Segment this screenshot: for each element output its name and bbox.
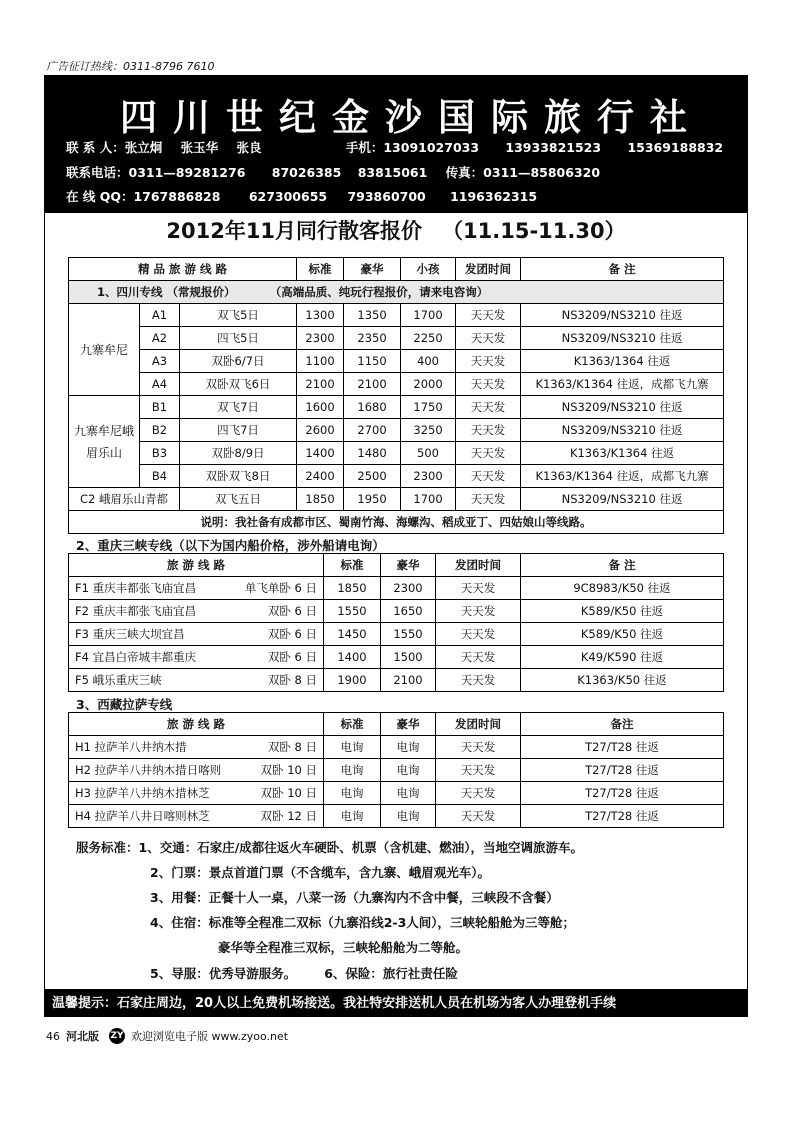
sichuan-price-table bbox=[68, 257, 724, 534]
table-row: H4 拉萨羊八井日喀则林芝 双卧 12 日 电询 电询 天天发 T27/T28 往返 bbox=[69, 805, 724, 828]
section-chongqing-title: 2、重庆三峡专线（以下为国内船价格，涉外船请电询） bbox=[76, 538, 385, 553]
table-row: B2 四飞7日 2600 2700 3250 天天发 NS3209/NS3210 往返 bbox=[69, 419, 724, 442]
company-name: 四川世纪金沙国际旅行社 bbox=[120, 95, 703, 139]
table-row: A3 双卧6/7日 1100 1150 400 天天发 K1363/1364 往返 bbox=[69, 350, 724, 373]
agency-header bbox=[44, 75, 748, 213]
table-row: F3 重庆三峡大坝宜昌 双卧 6 日 1450 1550 天天发 K589/K50 往返 bbox=[69, 623, 724, 646]
sichuan-explanation: 说明：我社备有成都市区、蜀南竹海、海螺沟、稻成亚丁、四姑娘山等线路。 bbox=[69, 511, 724, 534]
table-row: F4 宜昌白帝城丰都重庆 双卧 6 日 1400 1500 天天发 K49/K590 往返 bbox=[69, 646, 724, 669]
col-header-child: 小孩 bbox=[401, 258, 456, 281]
table-row: H3 拉萨羊八井纳木措林芝 双卧 10 日 电询 电询 天天发 T27/T28 往返 bbox=[69, 782, 724, 805]
table-row: H1 拉萨羊八井纳木措 双卧 8 日 电询 电询 天天发 T27/T28 往返 bbox=[69, 736, 724, 759]
contact-qq-line: 在 线 QQ：1767886828 627300655 793860700 1196362315 bbox=[66, 189, 538, 204]
service-line-5: 豪华等全程准三双标，三峡轮船舱为二等舱。 bbox=[218, 940, 469, 955]
tibet-price-table: 旅 游 线 路 标准 豪华 发团时间 备注 H1 拉萨羊八井纳木措 双卧 8 日 电询 电询 天天发 T27/T28 往返 H2 拉萨羊八井纳木措日喀则 双卧 10 日 电询 电询 天天发 T27/T28 往返 H3 拉萨羊八井纳木措林芝 双卧 10 日 电询 电询 天天发 T27/T28 往返 H4 拉萨羊八井日喀则林芝 双卧 12 日 电询 电询 天天发 T27/T28 往返 bbox=[68, 712, 724, 828]
section-sichuan-header: 1、四川专线 （常规报价） （高端品质、纯玩行程报价，请来电咨询） bbox=[69, 281, 724, 304]
table-row: B3 双卧8/9日 1400 1480 500 天天发 K1363/K1364 往返 bbox=[69, 442, 724, 465]
service-line-3: 3、用餐：正餐十人一桌，八菜一汤（九寨沟内不含中餐，三峡段不含餐） bbox=[150, 890, 559, 905]
destination-jiuzhai: 九寨牟尼 bbox=[69, 304, 140, 396]
section-tibet-title: 3、西藏拉萨专线 bbox=[76, 697, 173, 712]
table-row: C2 峨眉乐山青都 双飞五日 1850 1950 1700 天天发 NS3209/NS3210 往返 bbox=[69, 488, 724, 511]
contact-people-line: 联 系 人：张立炯 张玉华 张良 手机：13091027033 13933821523 15369188832 bbox=[66, 140, 724, 155]
warm-tip-banner: 温馨提示：石家庄周边，20人以上免费机场接送。我社特安排送机人员在机场为客人办理登机手续 bbox=[44, 990, 748, 1017]
col-header-departure: 发团时间 bbox=[456, 258, 521, 281]
table-row: F1 重庆丰都张飞庙宜昌 单飞单卧 6 日 1850 2300 天天发 9C8983/K50 往返 bbox=[69, 577, 724, 600]
page-footer bbox=[46, 1028, 288, 1044]
table-row: F2 重庆丰都张飞庙宜昌 双卧 6 日 1550 1650 天天发 K589/K50 往返 bbox=[69, 600, 724, 623]
price-title: 2012年11月同行散客报价 （11.15-11.30） bbox=[166, 219, 626, 243]
table-row: A4 双卧双飞6日 2100 2100 2000 天天发 K1363/K1364 往返，成都飞九寨 bbox=[69, 373, 724, 396]
table-row: 九寨牟尼 A1 双飞5日 1300 1350 1700 天天发 NS3209/NS3210 往返 bbox=[69, 304, 724, 327]
service-line-4: 4、住宿：标准等全程准二双标（九寨沿线2-3人间），三峡轮船舱为三等舱； bbox=[150, 915, 576, 930]
col-header-standard: 标准 bbox=[297, 258, 344, 281]
service-line-1: 服务标准：1、交通：石家庄/成都往返火车硬卧、机票（含机建、燃油），当地空调旅游车。 bbox=[76, 840, 584, 855]
table-row: F5 峨乐重庆三峡 双卧 8 日 1900 2100 天天发 K1363/K50 往返 bbox=[69, 669, 724, 692]
edition-label: 河北版 bbox=[66, 1030, 99, 1043]
service-line-2: 2、门票：景点首道门票（不含缆车，含九寨、峨眉观光车）。 bbox=[150, 865, 490, 880]
chongqing-price-table: 旅 游 线 路 标准 豪华 发团时间 备 注 F1 重庆丰都张飞庙宜昌 单飞单卧 6 日 1850 2300 天天发 9C8983/K50 往返 F2 重庆丰都张飞庙宜昌 双卧 6 日 1550 1650 天天发 K589/K50 往返 F3 重庆三峡大坝宜昌 双卧 6 日 1450 1550 天天发 K589/K50 往返 F4 宜昌白帝城丰都重庆 双卧 6 日 1400 1500 天天发 K49/K590 往返 F5 峨乐重庆三峡 双卧 8 日 1900 2100 天天发 K1363/K50 往返 bbox=[68, 553, 724, 692]
col-header-route: 精 品 旅 游 线 路 bbox=[69, 258, 297, 281]
destination-jiuzhai-emei: 九寨牟尼峨眉乐山 bbox=[69, 396, 140, 488]
zyoo-logo-icon: ZY bbox=[109, 1028, 125, 1044]
table-row: A2 四飞5日 2300 2350 2250 天天发 NS3209/NS3210 往返 bbox=[69, 327, 724, 350]
contact-phone-line: 联系电话：0311—89281276 87026385 83815061 传真：0311—85806320 bbox=[66, 165, 601, 180]
table-row: 九寨牟尼峨眉乐山 B1 双飞7日 1600 1680 1750 天天发 NS3209/NS3210 往返 bbox=[69, 396, 724, 419]
table-row: B4 双卧双飞8日 2400 2500 2300 天天发 K1363/K1364 往返，成都飞九寨 bbox=[69, 465, 724, 488]
ad-hotline: 广告征订热线：0311-8796 7610 bbox=[46, 60, 215, 73]
col-header-note: 备 注 bbox=[521, 258, 724, 281]
service-line-6: 5、导服：优秀导游服务。 6、保险：旅行社责任险 bbox=[150, 966, 458, 981]
table-row: H2 拉萨羊八井纳木措日喀则 双卧 10 日 电询 电询 天天发 T27/T28 往返 bbox=[69, 759, 724, 782]
col-header-luxury: 豪华 bbox=[344, 258, 401, 281]
website-text: 欢迎浏览电子版 www.zyoo.net bbox=[131, 1030, 289, 1043]
page-number: 46 bbox=[46, 1029, 60, 1043]
